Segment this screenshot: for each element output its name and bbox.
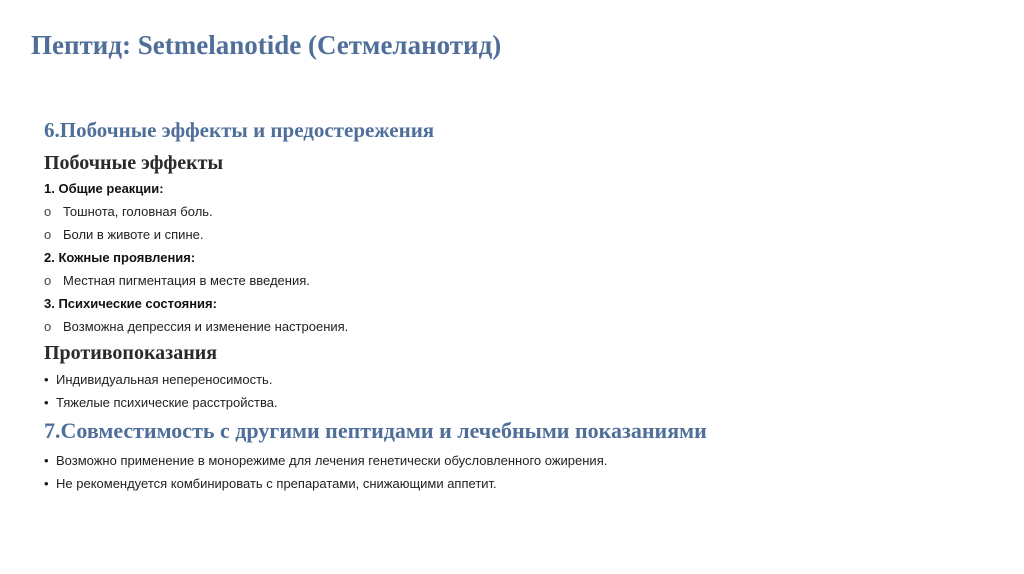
circle-bullet-icon: o (44, 273, 52, 288)
group-label-mental: 3. Психические состояния: (44, 296, 217, 311)
circle-bullet-icon: o (44, 204, 52, 219)
side-effects-heading: Побочные эффекты (44, 152, 224, 174)
group-label-skin: 2. Кожные проявления: (44, 250, 196, 265)
list-item: Боли в животе и спине. (63, 227, 204, 242)
circle-bullet-icon: o (44, 319, 52, 334)
group-label-general: 1. Общие реакции: (44, 181, 164, 196)
page-title: Пептид: Setmelanotide (Сетмеланотид) (31, 30, 502, 60)
bullet-icon: • (44, 453, 49, 468)
list-item: Тошнота, головная боль. (63, 204, 213, 219)
contraindications-heading: Противопоказания (44, 342, 218, 364)
circle-bullet-icon: o (44, 227, 52, 242)
bullet-icon: • (44, 395, 49, 410)
bullet-icon: • (44, 476, 49, 491)
section-6-heading: 6.Побочные эффекты и предостережения (44, 118, 435, 142)
list-item: Тяжелые психические расстройства. (56, 395, 278, 410)
list-item: Местная пигментация в месте введения. (63, 273, 310, 288)
list-item: Индивидуальная непереносимость. (56, 372, 273, 387)
list-item: Возможна депрессия и изменение настроения. (63, 319, 349, 334)
list-item: Возможно применение в монорежиме для лечения генетически обусловленного ожирения. (56, 453, 608, 468)
list-item: Не рекомендуется комбинировать с препаратами, снижающими аппетит. (56, 476, 497, 491)
section-7-heading: 7.Совместимость с другими пептидами и лечебными показаниями (44, 418, 707, 443)
bullet-icon: • (44, 372, 49, 387)
